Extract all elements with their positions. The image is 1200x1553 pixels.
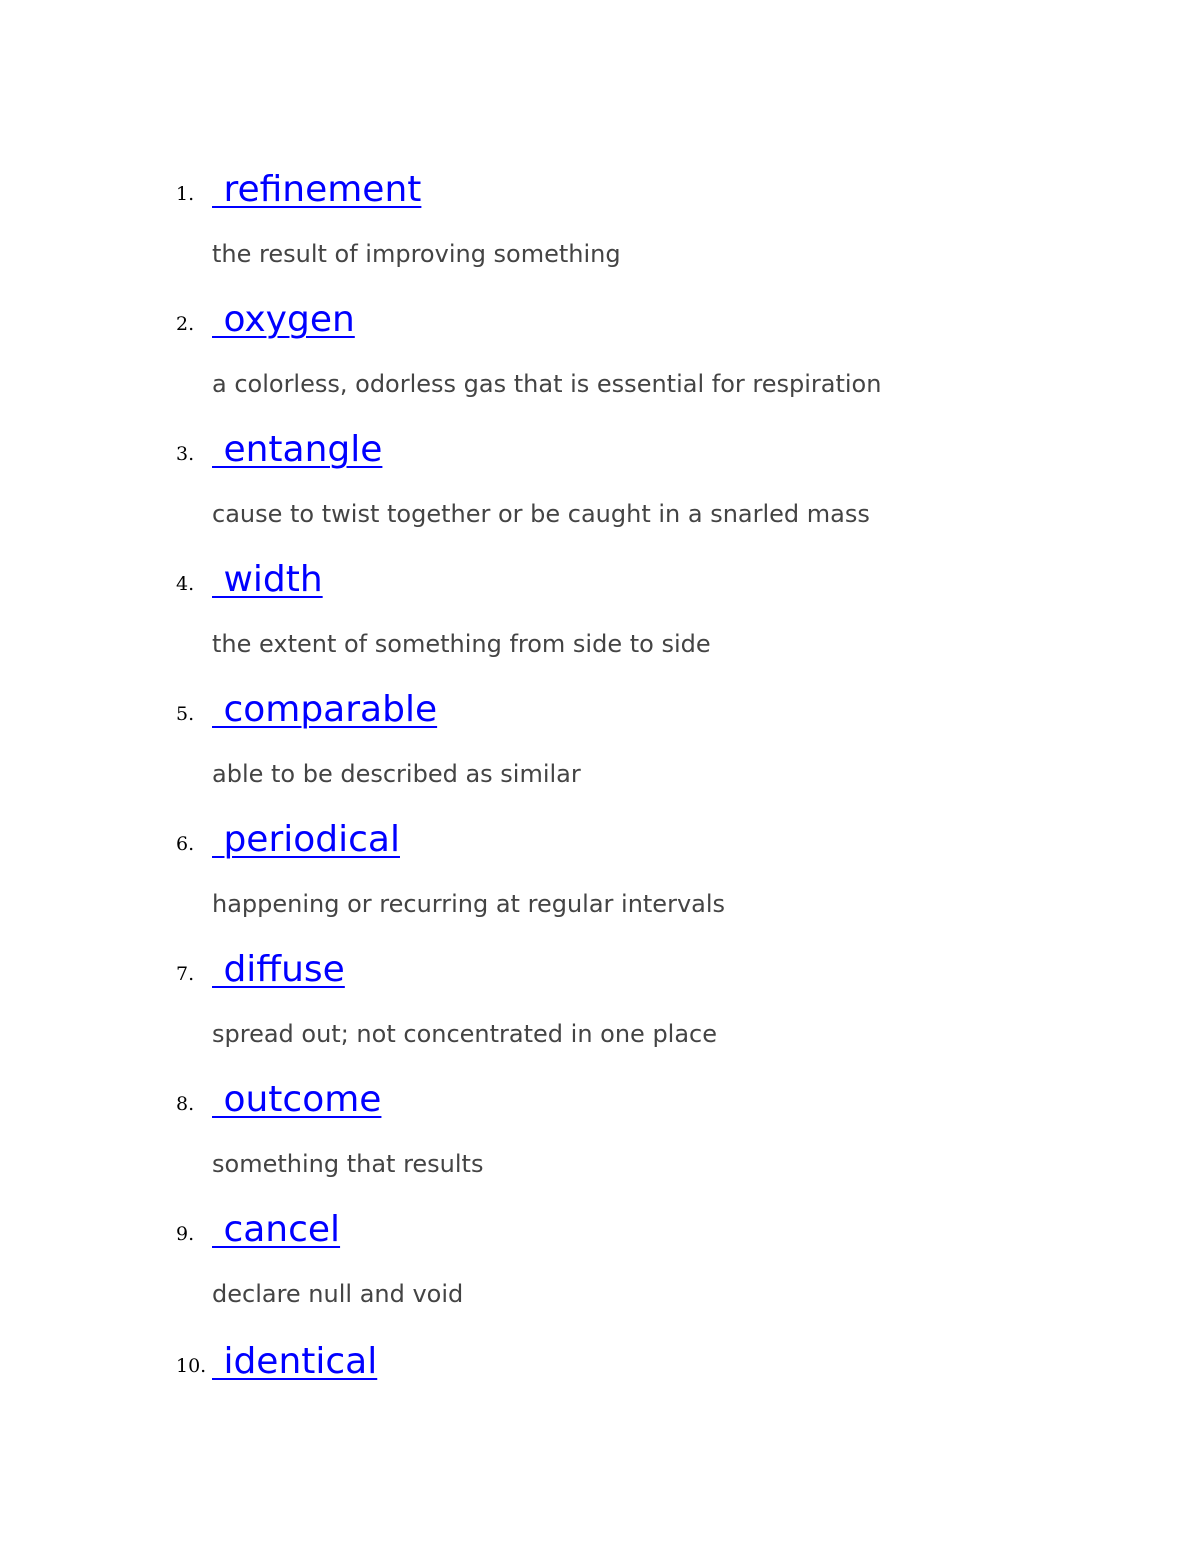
vocab-definition: spread out; not concentrated in one place xyxy=(212,1020,718,1048)
vocab-word-link[interactable]: diffuse xyxy=(212,949,345,990)
list-number: 3. xyxy=(176,443,195,465)
vocab-word-link[interactable]: width xyxy=(212,559,323,600)
vocab-definition: able to be described as similar xyxy=(212,760,581,788)
vocab-definition: something that results xyxy=(212,1150,484,1178)
vocab-definition: the extent of something from side to side xyxy=(212,630,711,658)
vocab-definition: a colorless, odorless gas that is essential for respiration xyxy=(212,370,882,398)
vocab-word-link[interactable]: outcome xyxy=(212,1079,382,1120)
list-number: 6. xyxy=(176,833,195,855)
list-number: 5. xyxy=(176,703,195,725)
vocab-word-link[interactable]: oxygen xyxy=(212,299,355,340)
vocab-word-link[interactable]: cancel xyxy=(212,1209,341,1250)
vocab-word-link[interactable]: refinement xyxy=(212,169,422,210)
list-number: 4. xyxy=(176,573,195,595)
list-number: 10. xyxy=(176,1355,207,1377)
vocab-word-link[interactable]: comparable xyxy=(212,689,438,730)
vocab-word-link[interactable]: entangle xyxy=(212,429,383,470)
vocab-word-link[interactable]: periodical xyxy=(212,819,400,860)
vocab-definition: cause to twist together or be caught in a snarled mass xyxy=(212,500,870,528)
list-number: 9. xyxy=(176,1223,195,1245)
vocab-definition: declare null and void xyxy=(212,1280,464,1308)
list-number: 8. xyxy=(176,1093,195,1115)
list-number: 2. xyxy=(176,313,195,335)
vocab-definition: happening or recurring at regular intervals xyxy=(212,890,726,918)
vocab-word-link[interactable]: identical xyxy=(212,1341,378,1382)
vocab-definition: the result of improving something xyxy=(212,240,621,268)
list-number: 1. xyxy=(176,183,195,205)
list-number: 7. xyxy=(176,963,195,985)
